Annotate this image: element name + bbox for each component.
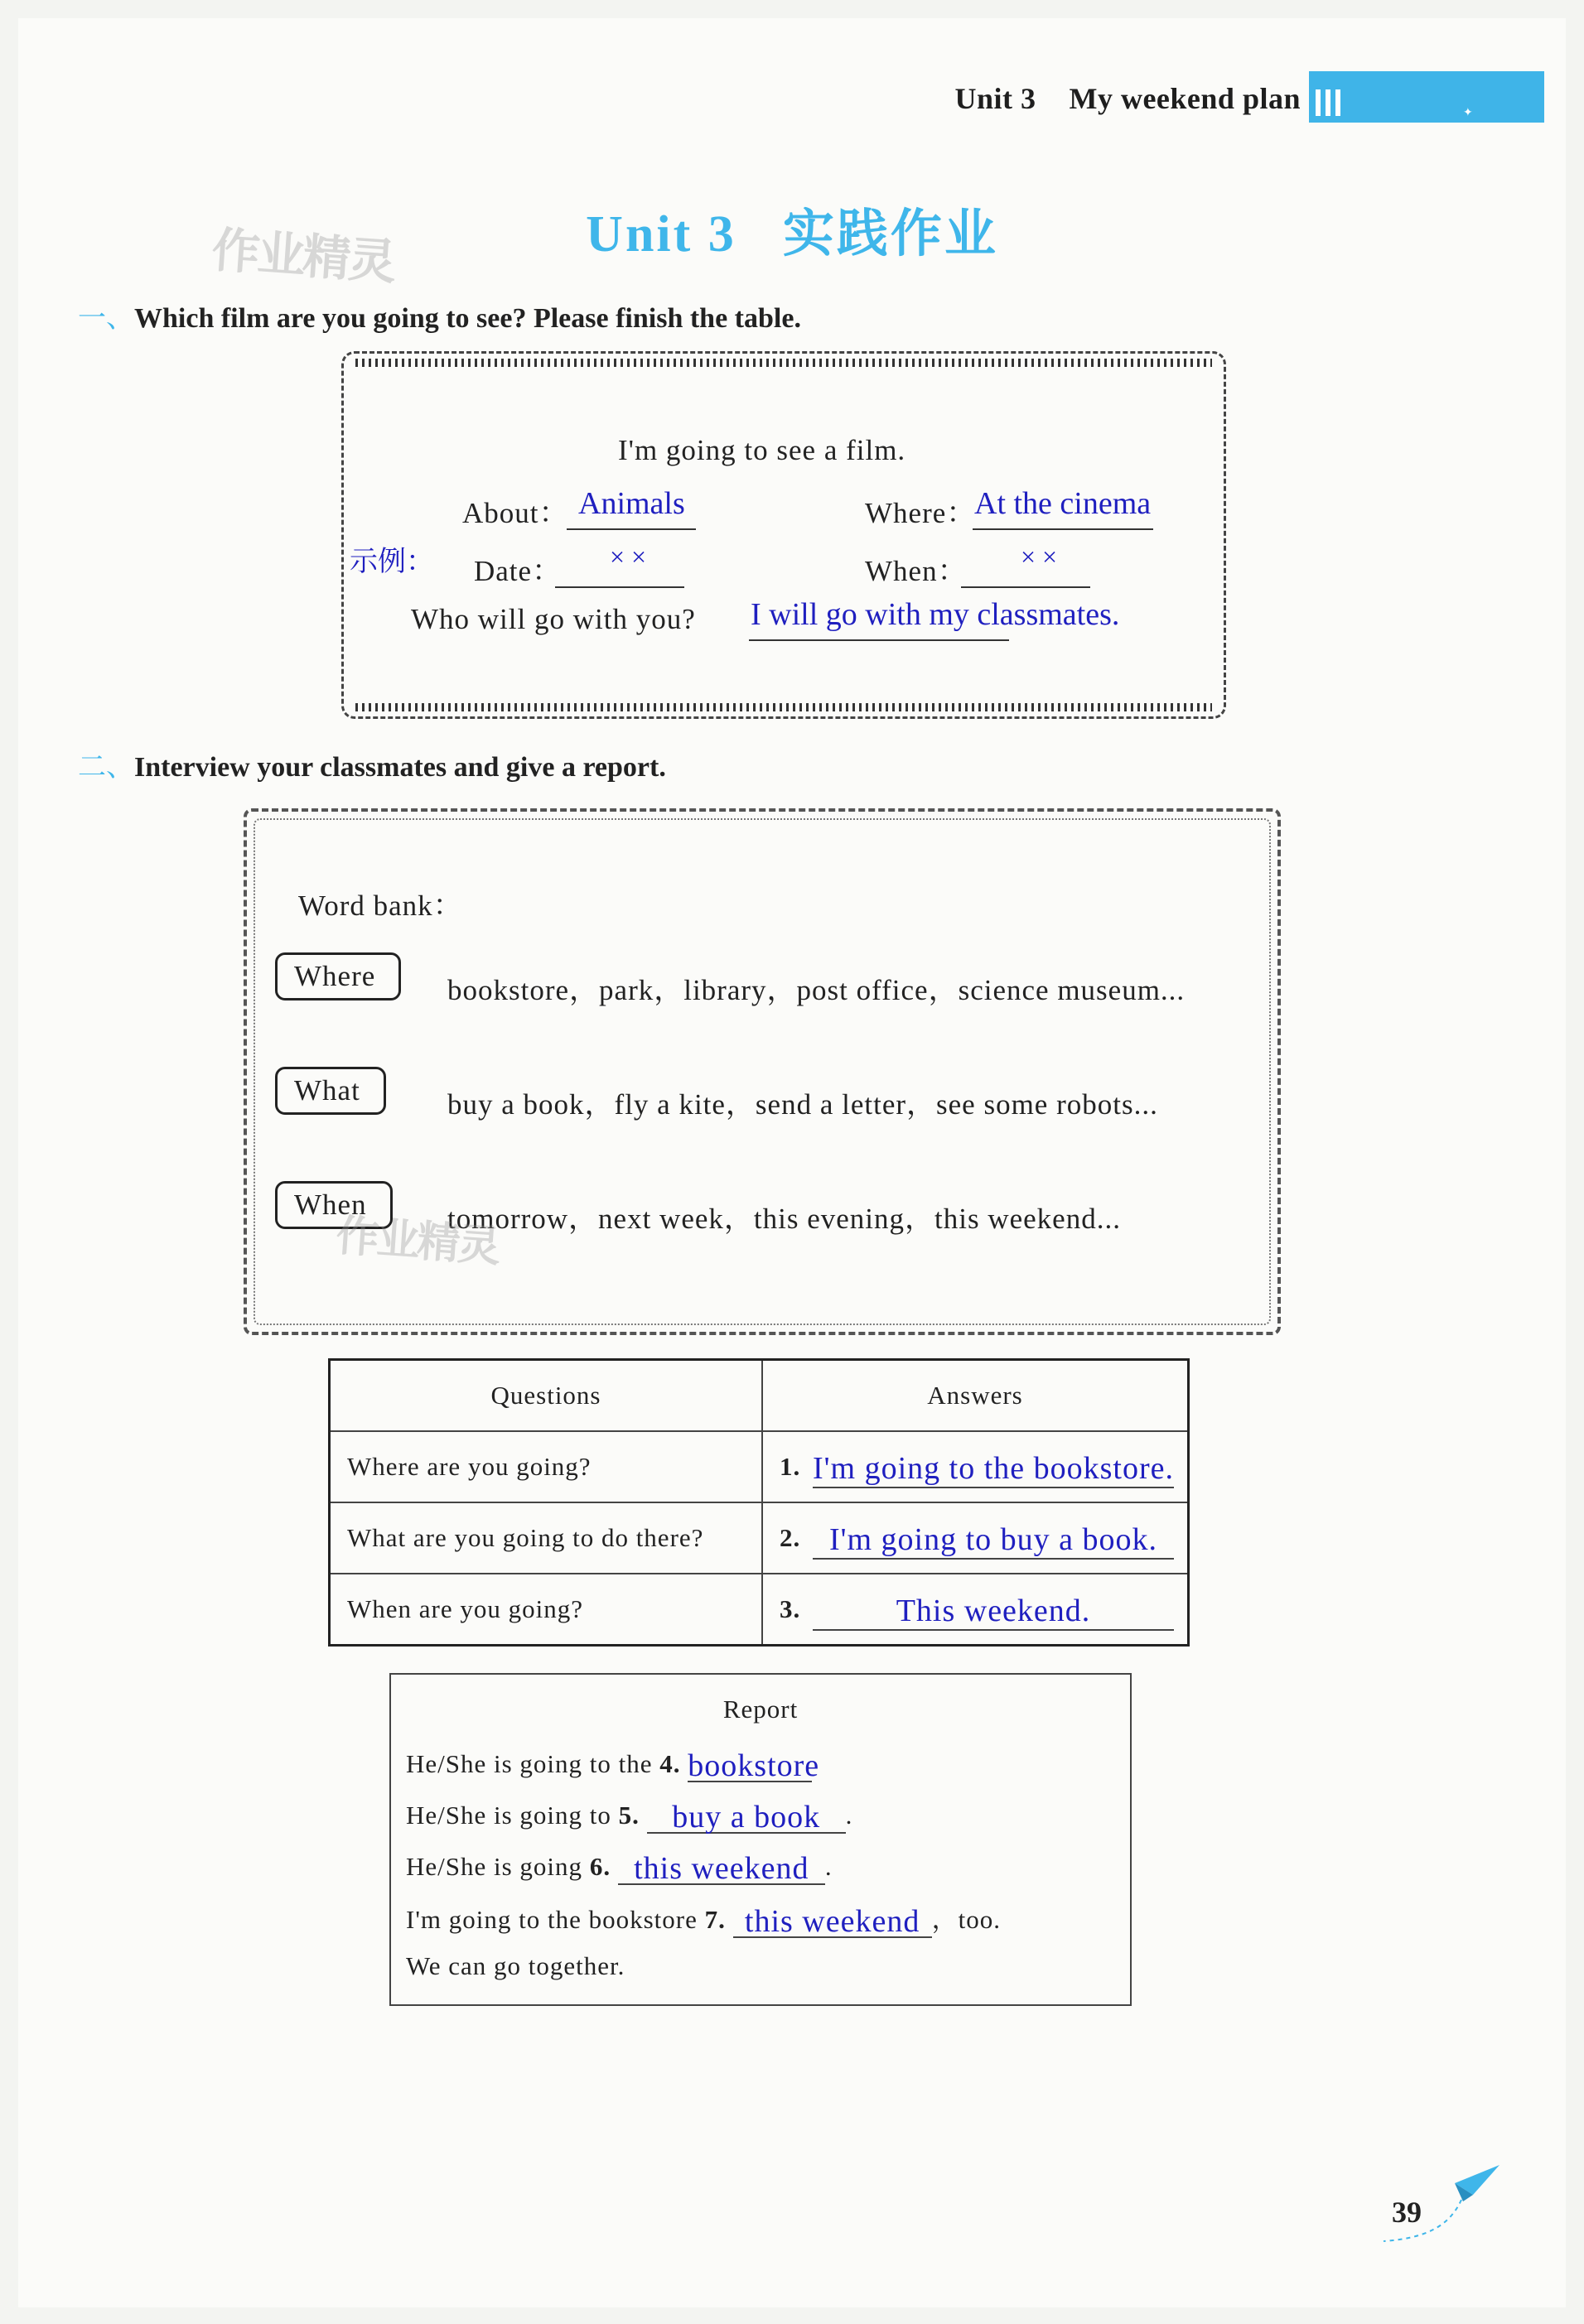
table-header-row [330,1360,1189,1432]
report-answer-6: this weekend [634,1851,809,1886]
report-answer-5: buy a book [672,1800,821,1835]
answer-line [813,1629,1174,1631]
report-title: Report [722,1695,799,1724]
film-example-frame [341,351,1226,719]
answer-line [813,1558,1174,1560]
report-line-5-suffix: . [845,1801,853,1830]
report-line-6-prefix: He/She is going [406,1852,583,1881]
answer-number: 3. [780,1594,801,1623]
header-answers: Answers [762,1360,1189,1432]
about-label: About： [462,497,569,529]
report-line-5-num: 5. [618,1801,640,1830]
report-line-6-num: 6. [589,1852,611,1881]
report-answer-4: bookstore [688,1748,820,1783]
report-line-4 [406,1744,820,1783]
word-bank-key-where: Where [275,952,401,1000]
section2-title [78,744,666,784]
report-blank-6 [618,1847,825,1885]
where-answer: At the cinema [974,486,1152,521]
header-accent-bar [1309,71,1544,123]
section1-title [78,295,801,335]
section1-text: Which film are you going to see? Please finish the table. [134,303,801,334]
header-title: My weekend plan [1069,82,1301,115]
answer-cell [762,1431,1189,1502]
answer-text: I'm going to buy a book. [828,1522,1158,1557]
when-answer: × × [1021,542,1058,571]
table-row [330,1574,1189,1646]
when-label: When： [865,555,968,587]
report-answer-7: this weekend [744,1904,920,1939]
section2-number: 二、 [78,750,134,784]
word-bank-words-what: buy a book，fly a kite，send a letter，see some robots... [447,1088,1158,1121]
page-number: 39 [1392,2196,1422,2229]
report-line-5-prefix: He/She is going to [406,1801,611,1830]
frame-bottom-border-decoration [355,703,1212,711]
date-answer: × × [610,542,647,571]
report-line-7 [406,1898,1001,1938]
unit-heading-unit: Unit 3 [586,206,736,263]
report-blank-5 [647,1796,846,1834]
table-row [330,1431,1189,1502]
stripes-decoration [1316,89,1349,116]
where-label: Where： [865,497,977,529]
answer-cell [762,1502,1189,1574]
sparkle-icon: ✦ [1463,107,1473,119]
report-line-6 [406,1847,833,1885]
report-line-7-num: 7. [704,1905,726,1934]
question-cell: When are you going? [330,1574,763,1646]
report-blank-7 [733,1900,932,1938]
frame-top-border-decoration [355,359,1212,367]
report-line-6-suffix: . [824,1852,833,1881]
example-label: 示例： [350,545,434,578]
table-row [330,1502,1189,1574]
interview-table [328,1358,1190,1647]
word-bank-label: Word bank： [298,890,463,922]
report-line-4-prefix: He/She is going to the [406,1749,653,1778]
report-line-7-prefix: I'm going to the bookstore [406,1905,698,1934]
answer-text: This weekend. [896,1594,1091,1628]
who-label: Who will go with you? [411,603,696,635]
header-unit: Unit 3 [954,82,1036,115]
question-cell: What are you going to do there? [330,1502,763,1574]
answer-number: 1. [780,1452,801,1481]
report-line-5 [406,1796,852,1834]
word-bank-words-where: bookstore，park，library，post office，science museum... [447,974,1186,1006]
answer-line [813,1487,1174,1488]
word-bank-key-when: When [275,1181,393,1229]
unit-heading-title: 实践作业 [782,206,998,263]
report-line-4-num: 4. [659,1749,681,1778]
watermark-top: 作业精灵 [210,221,396,291]
report-line-7-suffix: ，too. [931,1905,1002,1934]
report-line-8: We can go together. [406,1951,625,1980]
section2-text: Interview your classmates and give a report. [134,752,666,783]
answer-number: 2. [780,1523,801,1552]
word-bank-words-when: tomorrow，next week，this evening，this weekend... [447,1203,1121,1235]
watermark-middle: 作业精灵 [334,1211,500,1272]
report-box [389,1673,1132,2006]
answer-cell [762,1574,1189,1646]
header-questions: Questions [330,1360,763,1432]
film-intro: I'm going to see a film. [618,434,906,466]
report-blank-4 [688,1744,820,1783]
who-answer: I will go with my classmates. [751,597,1120,632]
question-cell: Where are you going? [330,1431,763,1502]
running-header [954,81,1301,116]
date-label: Date： [474,555,563,587]
about-answer: Animals [578,486,685,521]
section1-number: 一、 [78,301,134,335]
answer-text: I'm going to the bookstore. [813,1451,1174,1486]
word-bank-key-what: What [275,1067,386,1115]
